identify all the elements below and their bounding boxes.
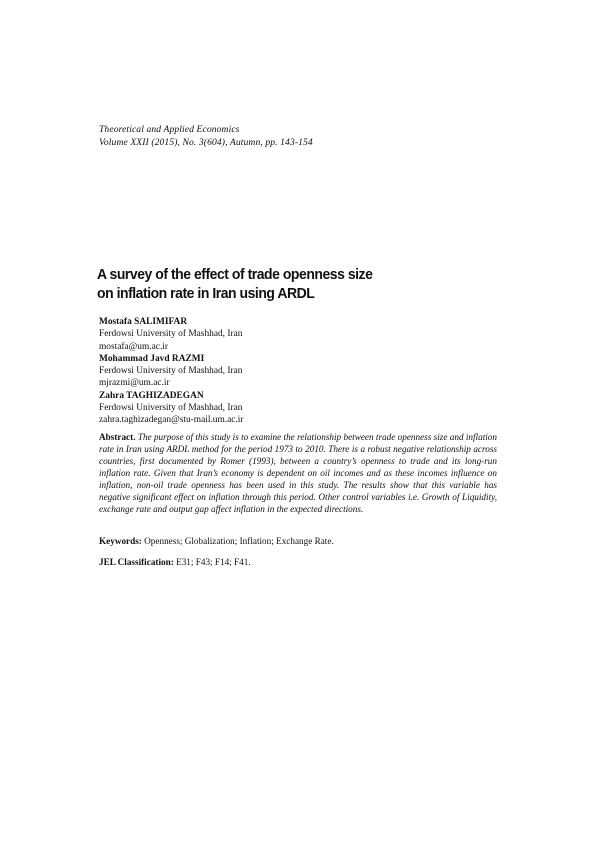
- author-name: Zahra TAGHIZADEGAN: [99, 390, 204, 401]
- author-list: [99, 316, 499, 427]
- author-affiliation: Ferdowsi University of Mashhad, Iran: [99, 329, 243, 340]
- author-name: Mostafa SALIMIFAR: [99, 317, 188, 327]
- abstract: [99, 432, 497, 516]
- author-email: mjrazmi@um.ac.ir: [99, 378, 170, 389]
- paper-title: [97, 265, 483, 303]
- author-email: mostafa@um.ac.ir: [99, 341, 169, 352]
- keywords-text: Openness; Globalization; Inflation; Exchange Rate.: [144, 536, 334, 546]
- abstract-text: The purpose of this study is to examine the relationship between trade openness size and inflation rate in Iran using ARDL method for the period 1973 to 2010. There is a robust negative relationship across countries, first documented by Romer (1993), between a country’s openness to trade and its long-run inflation rate. Given that Iran’s economy is dependent on oil incomes and as these incomes influence on inflation, non-oil trade openness has been used in this study. The results show that this variable has negative significant effect on inflation through this period. Other control variables i.e. Growth of Liquidity, exchange rate and output gap affect inflation in the expected directions.: [99, 432, 497, 514]
- jel-codes: E31; F43; F14; F41.: [176, 557, 251, 567]
- journal-name: Theoretical and Applied Economics: [99, 124, 240, 135]
- keywords: [99, 535, 499, 547]
- abstract-label: Abstract.: [99, 432, 136, 442]
- paper-title-line-2: on inflation rate in Iran using ARDL: [97, 285, 315, 302]
- jel-classification: [99, 556, 499, 568]
- journal-header: [99, 123, 519, 149]
- journal-volume: Volume XXII (2015), No. 3(604), Autumn, pp. 143-154: [99, 137, 313, 148]
- author-email: zahra.taghizadegan@stu-mail.um.ac.ir: [99, 415, 244, 426]
- author-name: Mohammad Javd RAZMI: [99, 353, 205, 364]
- paper-title-line-1: A survey of the effect of trade openness size: [97, 266, 373, 283]
- keywords-label: Keywords:: [99, 536, 142, 546]
- jel-label: JEL Classification:: [99, 557, 174, 567]
- author-affiliation: Ferdowsi University of Mashhad, Iran: [99, 403, 243, 414]
- author-affiliation: Ferdowsi University of Mashhad, Iran: [99, 366, 243, 377]
